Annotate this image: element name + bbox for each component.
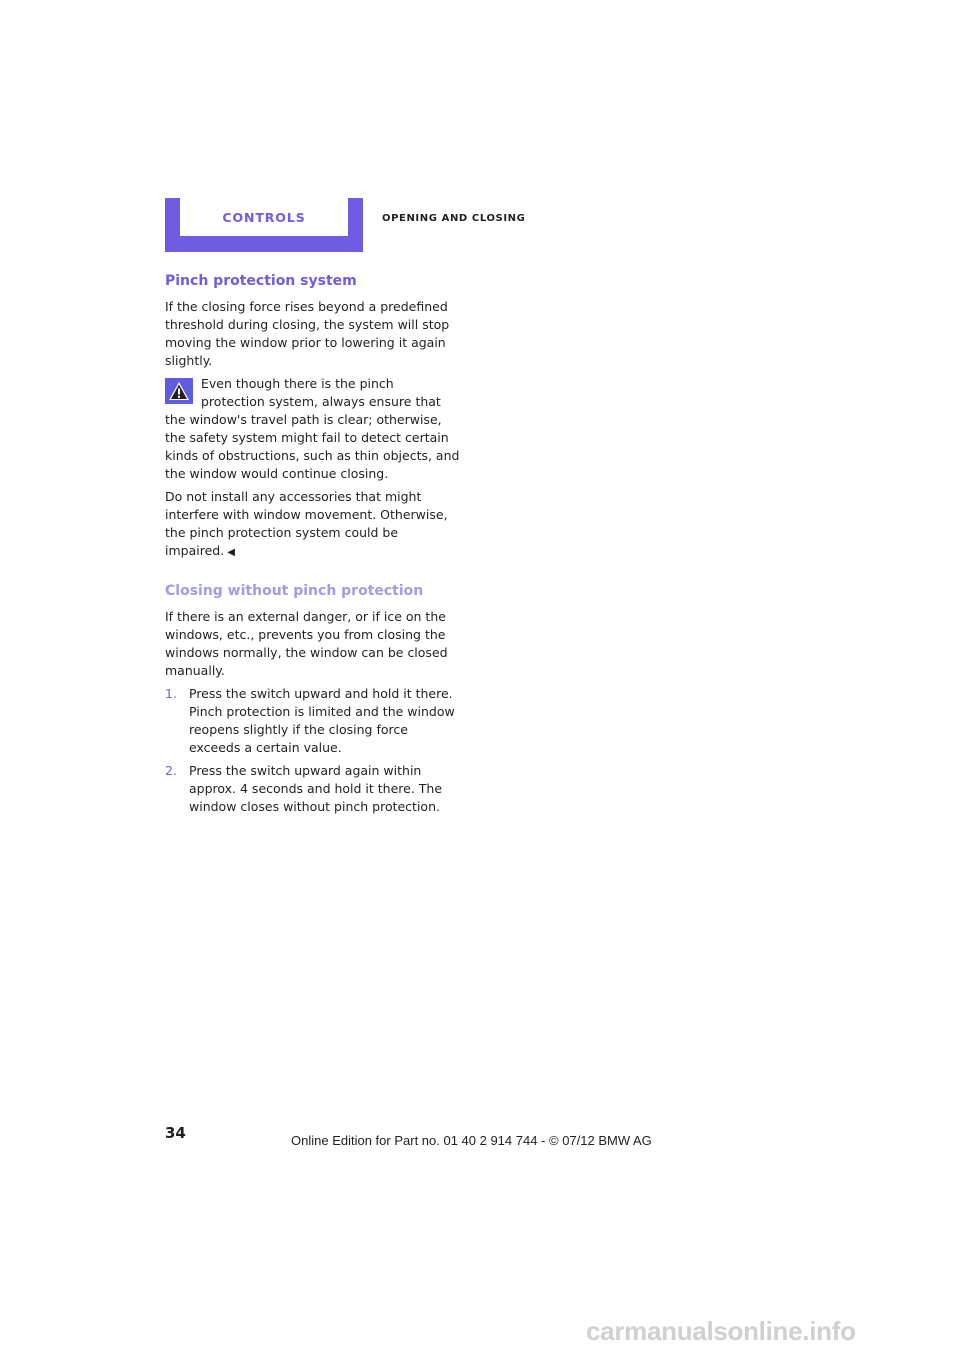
chapter-tab-label: CONTROLS bbox=[222, 209, 306, 225]
section-title-closing-without-protection: Closing without pinch protection bbox=[165, 583, 424, 599]
footer-edition: Online Edition for Part no. 01 40 2 914 744 - © 07/12 BMW AG bbox=[291, 1133, 652, 1148]
step-text: Press the switch upward and hold it there. Pinch protection is limited and the window reopens slightly if the closing force exceeds a certain value. bbox=[189, 686, 455, 755]
warning-text: Even though there is the pinch protection system, always ensure that the window's travel path is clear; otherwise, the safety system might fail to detect certain kinds of obstructions, such as thin objects, and the window would continue closing. bbox=[165, 376, 460, 481]
chapter-tab bbox=[165, 198, 363, 252]
list-item bbox=[165, 685, 460, 757]
closing-without-protection-paragraph: If there is an external danger, or if ice on the windows, etc., prevents you from closing the windows normally, the window can be closed manually. bbox=[165, 609, 448, 678]
section-title-pinch-protection: Pinch protection system bbox=[165, 273, 357, 289]
steps-list bbox=[165, 685, 460, 816]
warning-block bbox=[165, 375, 460, 562]
step-number: 2. bbox=[165, 763, 177, 778]
step-number: 1. bbox=[165, 686, 177, 701]
page-content bbox=[165, 270, 460, 821]
step-text: Press the switch upward again within approx. 4 seconds and hold it there. The window closes without pinch protection. bbox=[189, 763, 443, 814]
list-item bbox=[165, 762, 460, 816]
warning-triangle-icon bbox=[165, 378, 193, 404]
warning-accessories-text: Do not install any accessories that might interfere with window movement. Otherwise, the pinch protection system could be impaired. bbox=[165, 489, 448, 558]
page-number: 34 bbox=[165, 1124, 186, 1142]
warning-accessories-paragraph bbox=[165, 488, 460, 562]
end-mark-icon: ◀ bbox=[227, 547, 235, 558]
chapter-tab-inner bbox=[180, 198, 348, 236]
watermark: carmanualsonline.info bbox=[586, 1316, 856, 1346]
section-header: OPENING AND CLOSING bbox=[382, 213, 526, 224]
pinch-protection-paragraph: If the closing force rises beyond a predefined threshold during closing, the system will stop moving the window prior to lowering it again slightly. bbox=[165, 299, 450, 368]
